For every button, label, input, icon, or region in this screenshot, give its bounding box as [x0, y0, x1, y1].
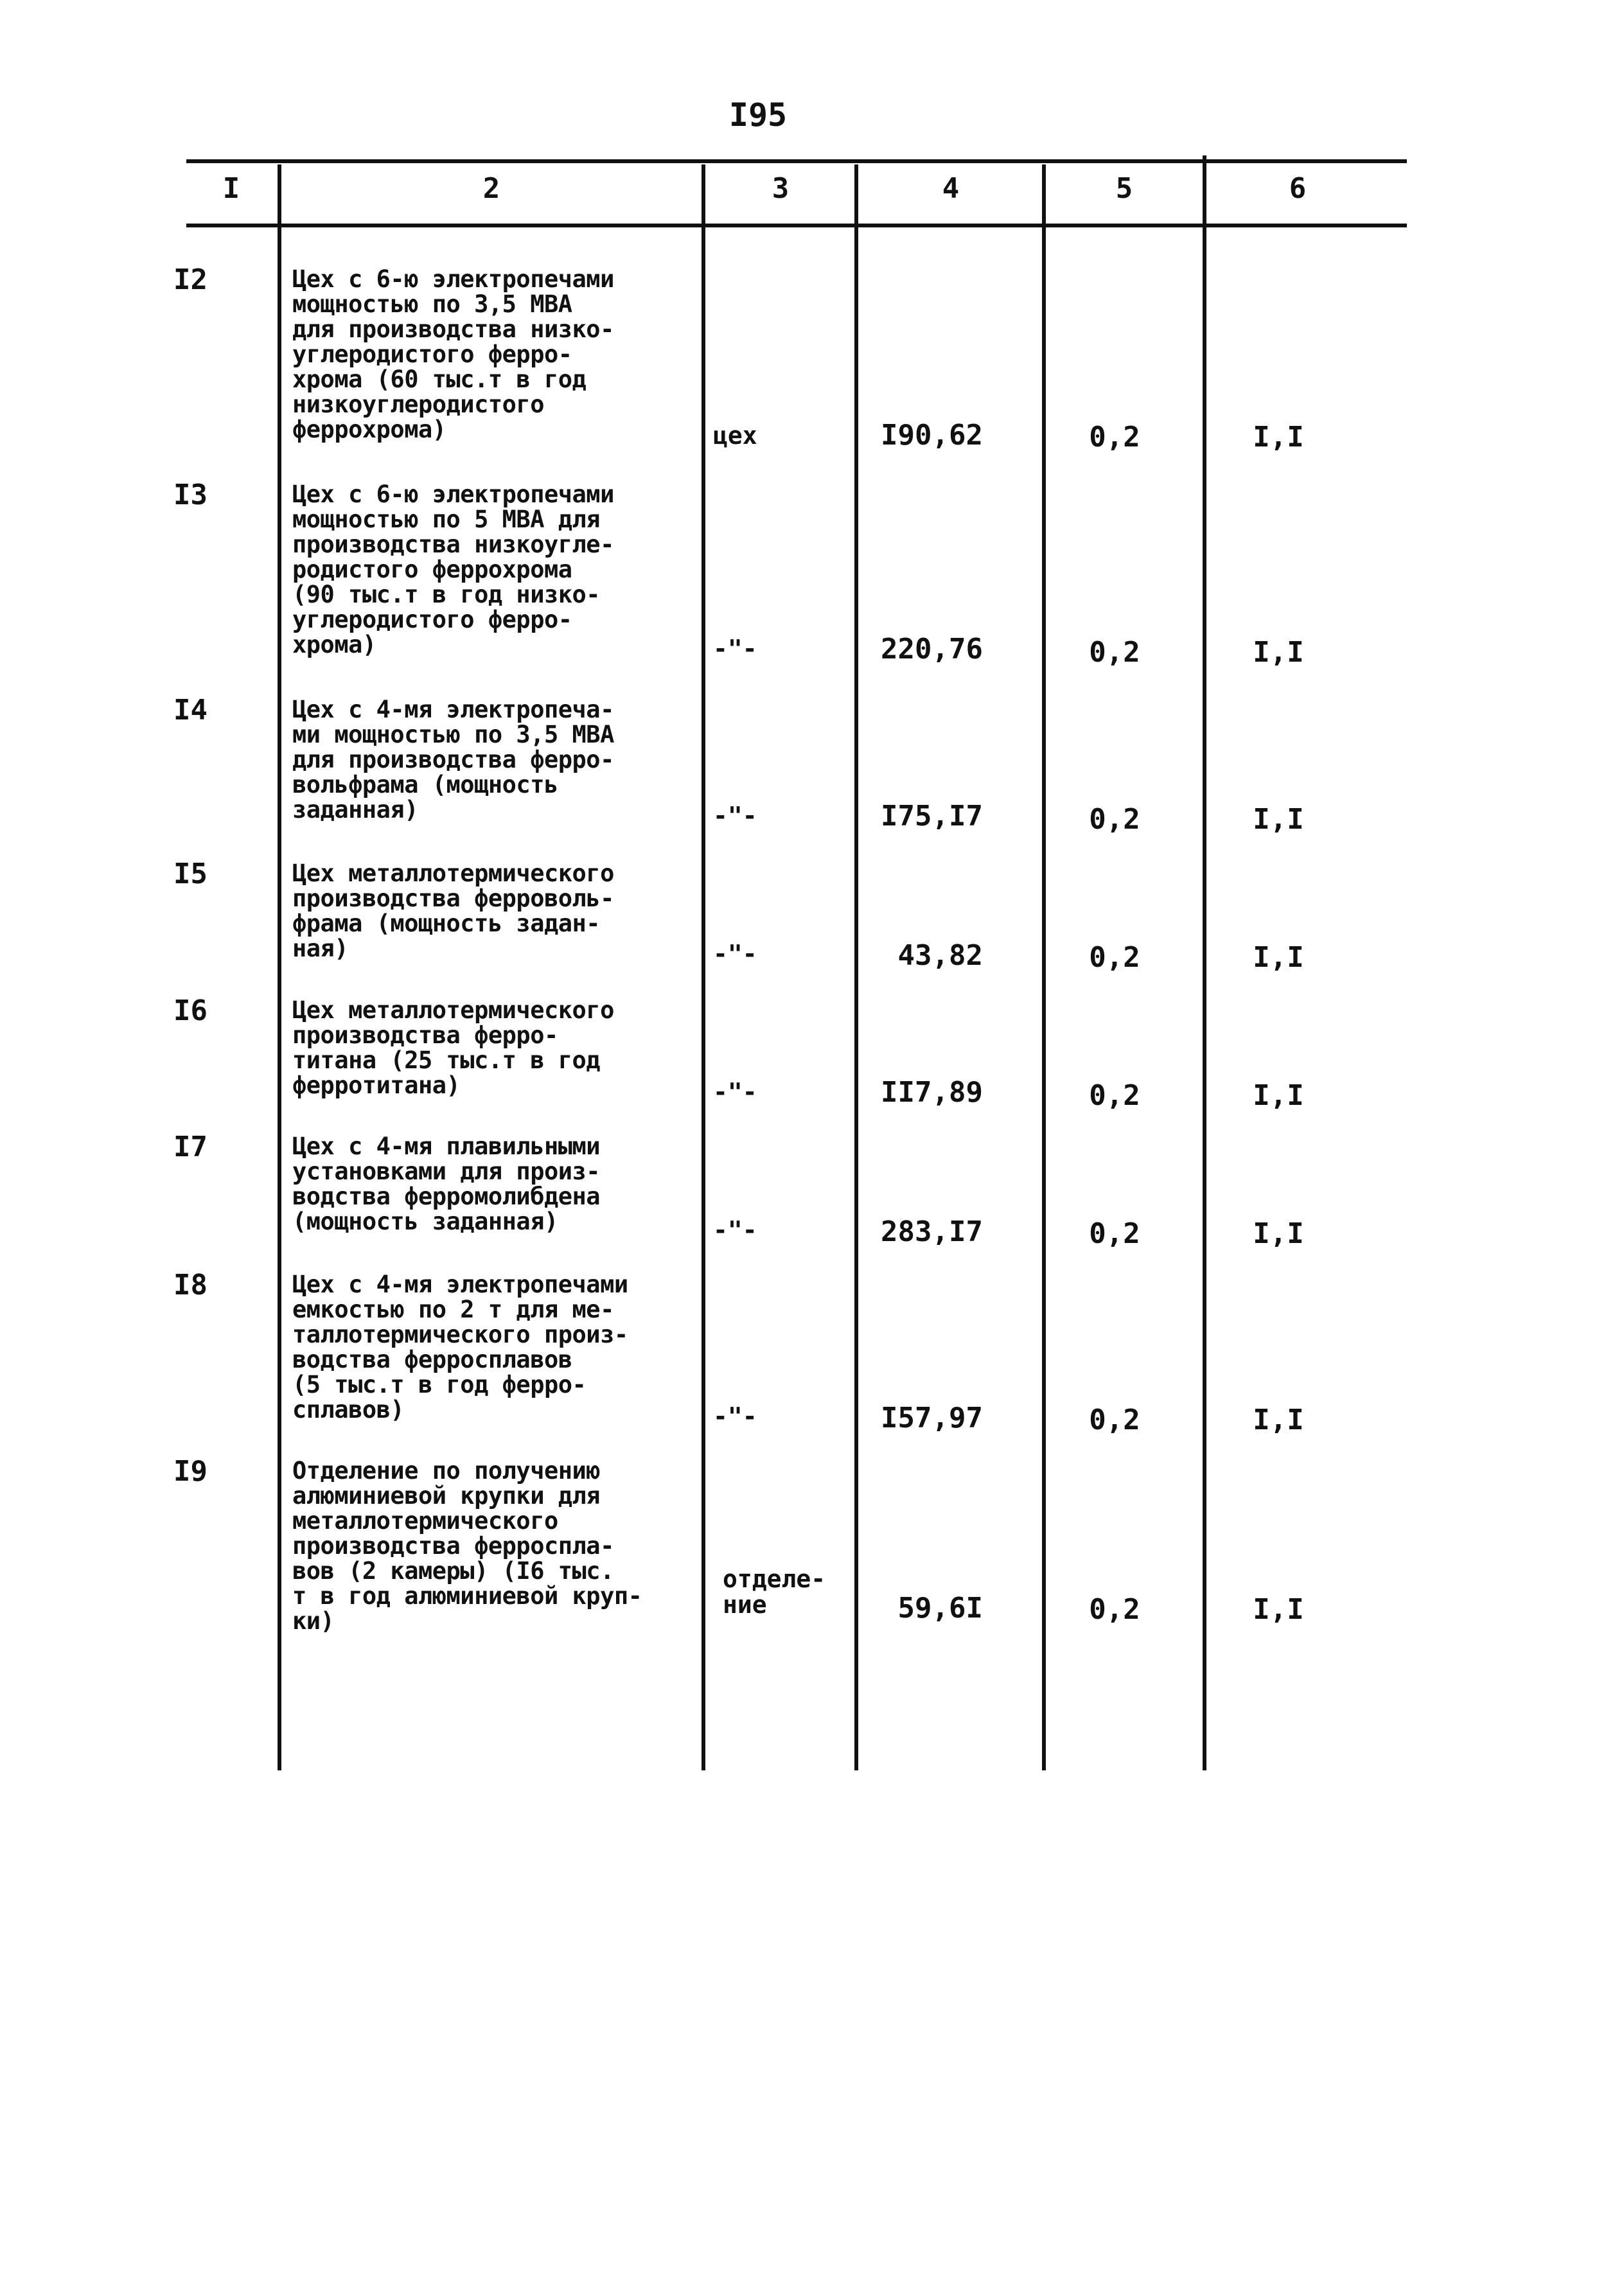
- row-description: Цех с 4-мя электропечами емкостью по 2 т для ме- таллотермического произ- водства ферросплавов (5 тыс.т в год ферро- сплавов): [292, 1271, 628, 1423]
- row-unit: -"-: [713, 802, 757, 830]
- row-number: I4: [173, 694, 207, 727]
- row-description: Цех с 6-ю электропечами мощностью по 5 МВА для производства низкоугле- родистого феррохрома (90 тыс.т в год низко- углеродистого ферро- хрома): [292, 480, 614, 658]
- header-col-2: 2: [482, 172, 500, 205]
- row-unit: -"-: [713, 940, 757, 968]
- row-value-col4: 59,6I: [897, 1592, 983, 1625]
- row-unit: -"-: [713, 1216, 757, 1244]
- row-value-col6: I,I: [1253, 1593, 1304, 1626]
- row-value-col5: 0,2: [1089, 1217, 1140, 1250]
- column-divider-4: [1042, 164, 1046, 1770]
- row-description: Цех с 6-ю электропечами мощностью по 3,5 МВА для производства низко- углеродистого ферро- хрома (60 тыс.т в год низкоуглеродистого феррохрома): [292, 265, 614, 443]
- row-number: I8: [173, 1269, 207, 1301]
- row-value-col4: I57,97: [881, 1402, 983, 1434]
- row-unit: цех: [713, 421, 757, 450]
- row-value-col6: I,I: [1253, 1217, 1304, 1250]
- row-description: Цех с 4-мя плавильными установками для произ- водства ферромолибдена (мощность заданная): [292, 1133, 601, 1235]
- column-divider-3: [854, 164, 858, 1770]
- row-value-col5: 0,2: [1089, 941, 1140, 974]
- row-description: Цех с 4-мя электропеча- ми мощностью по 3,5 МВА для производства ферро- вольфрама (мощность заданная): [292, 696, 614, 824]
- table-top-rule: [186, 159, 1407, 163]
- row-unit: -"-: [713, 1402, 757, 1431]
- row-value-col4: II7,89: [881, 1076, 983, 1109]
- row-number: I7: [173, 1131, 207, 1163]
- row-unit: -"-: [713, 1078, 757, 1106]
- header-col-5: 5: [1115, 172, 1133, 205]
- row-number: I3: [173, 479, 207, 511]
- row-number: I2: [173, 263, 207, 296]
- column-divider-1: [278, 164, 281, 1770]
- row-description: Цех металлотермического производства ферро- титана (25 тыс.т в год ферротитана): [292, 996, 614, 1099]
- row-value-col5: 0,2: [1089, 1079, 1140, 1112]
- header-col-4: 4: [942, 172, 960, 205]
- row-value-col5: 0,2: [1089, 1404, 1140, 1436]
- row-value-col4: 220,76: [881, 633, 983, 665]
- row-value-col5: 0,2: [1089, 1593, 1140, 1626]
- row-unit: -"-: [713, 635, 757, 663]
- row-value-col4: I75,I7: [881, 800, 983, 833]
- row-value-col6: I,I: [1253, 421, 1304, 454]
- column-divider-5: [1203, 155, 1206, 1770]
- row-value-col6: I,I: [1253, 1079, 1304, 1112]
- header-col-6: 6: [1289, 172, 1307, 205]
- row-value-col5: 0,2: [1089, 636, 1140, 669]
- row-value-col6: I,I: [1253, 1404, 1304, 1436]
- row-value-col4: 283,I7: [881, 1215, 983, 1248]
- row-value-col6: I,I: [1253, 803, 1304, 836]
- header-col-1: I: [222, 172, 240, 205]
- row-number: I9: [173, 1455, 207, 1488]
- row-value-col5: 0,2: [1089, 421, 1140, 454]
- row-value-col4: 43,82: [897, 939, 983, 972]
- row-description: Цех металлотермического производства ферроволь- фрама (мощность задан- ная): [292, 859, 614, 962]
- row-number: I6: [173, 994, 207, 1027]
- page-number: I95: [728, 96, 788, 134]
- row-description: Отделение по получению алюминиевой крупки для металлотермического производства ферроспла- вов (2 камеры) (I6 тыс. т в год алюминиевой круп- ки): [292, 1457, 642, 1635]
- table-header-rule: [186, 224, 1407, 227]
- row-value-col6: I,I: [1253, 636, 1304, 669]
- row-number: I5: [173, 858, 207, 890]
- header-col-3: 3: [772, 172, 790, 205]
- row-value-col4: I90,62: [881, 419, 983, 452]
- row-unit: отделе- ние: [723, 1565, 826, 1619]
- row-value-col5: 0,2: [1089, 803, 1140, 836]
- row-value-col6: I,I: [1253, 941, 1304, 974]
